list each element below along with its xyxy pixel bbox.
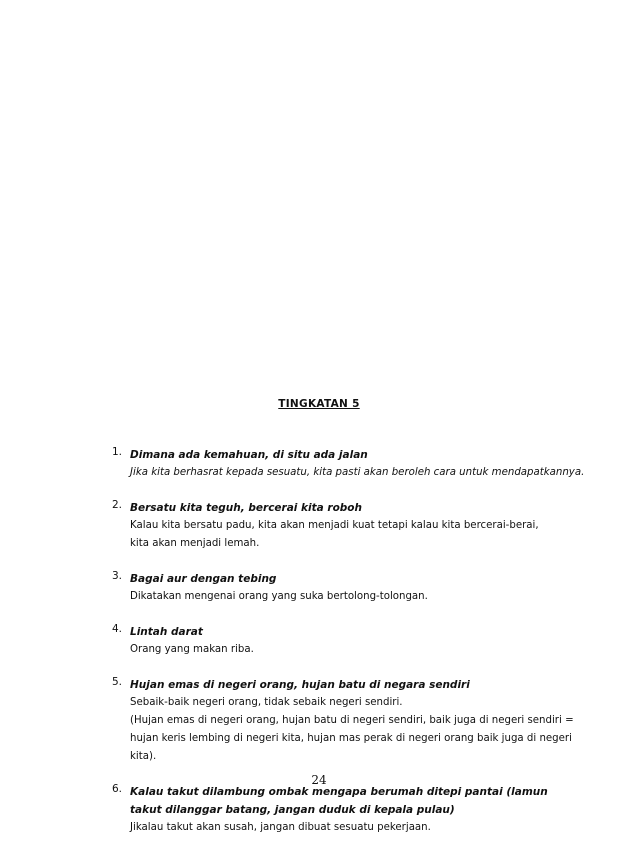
item-body bbox=[130, 783, 582, 837]
item-body bbox=[130, 499, 582, 553]
proverb-meaning: Jika kita berhasrat kepada sesuatu, kita pasti akan beroleh cara untuk mendapatkannya. bbox=[130, 467, 585, 478]
list-item bbox=[112, 676, 582, 766]
item-number: 4. bbox=[112, 623, 123, 635]
proverb-meaning: hujan keris lembing di negeri kita, hujan mas perak di negeri orang baik juga di negeri bbox=[130, 733, 572, 744]
item-body bbox=[130, 570, 582, 606]
item-number: 2. bbox=[112, 499, 123, 511]
proverb-title: Lintah darat bbox=[130, 626, 203, 638]
item-number: 1. bbox=[112, 446, 123, 458]
list-item bbox=[112, 446, 585, 482]
proverb-title: Bersatu kita teguh, bercerai kita roboh bbox=[130, 502, 362, 514]
list-item bbox=[112, 623, 582, 659]
proverb-meaning: kita). bbox=[130, 751, 157, 762]
item-number: 3. bbox=[112, 570, 123, 582]
proverb-meaning: Jikalau takut akan susah, jangan dibuat sesuatu pekerjaan. bbox=[130, 822, 431, 833]
item-number: 5. bbox=[112, 676, 123, 688]
item-number: 6. bbox=[112, 783, 123, 795]
proverb-meaning: kita akan menjadi lemah. bbox=[130, 538, 260, 549]
page-number: 24 bbox=[311, 773, 327, 787]
list-item bbox=[112, 499, 582, 553]
item-body bbox=[130, 676, 582, 766]
list-item bbox=[112, 570, 582, 606]
proverb-meaning: Orang yang makan riba. bbox=[130, 644, 254, 655]
proverb-meaning: Kalau kita bersatu padu, kita akan menjadi kuat tetapi kalau kita bercerai-berai, bbox=[130, 520, 539, 531]
proverb-meaning: (Hujan emas di negeri orang, hujan batu di negeri sendiri, baik juga di negeri sendiri = bbox=[130, 715, 574, 726]
list-item bbox=[112, 783, 582, 837]
section-heading: TINGKATAN 5 bbox=[278, 398, 360, 410]
item-body bbox=[130, 623, 582, 659]
proverb-meaning: Dikatakan mengenai orang yang suka bertolong-tolongan. bbox=[130, 591, 428, 602]
proverb-meaning: Sebaik-baik negeri orang, tidak sebaik negeri sendiri. bbox=[130, 697, 403, 708]
proverb-title: Dimana ada kemahuan, di situ ada jalan bbox=[130, 449, 368, 461]
proverb-title: Bagai aur dengan tebing bbox=[130, 573, 277, 585]
proverb-title: Hujan emas di negeri orang, hujan batu di negara sendiri bbox=[130, 679, 470, 691]
item-body bbox=[130, 446, 585, 482]
proverb-title: Kalau takut dilambung ombak mengapa berumah ditepi pantai (lamun takut dilanggar batang, jangan duduk di kepala pulau) bbox=[130, 786, 548, 816]
proverb-list bbox=[112, 446, 585, 854]
